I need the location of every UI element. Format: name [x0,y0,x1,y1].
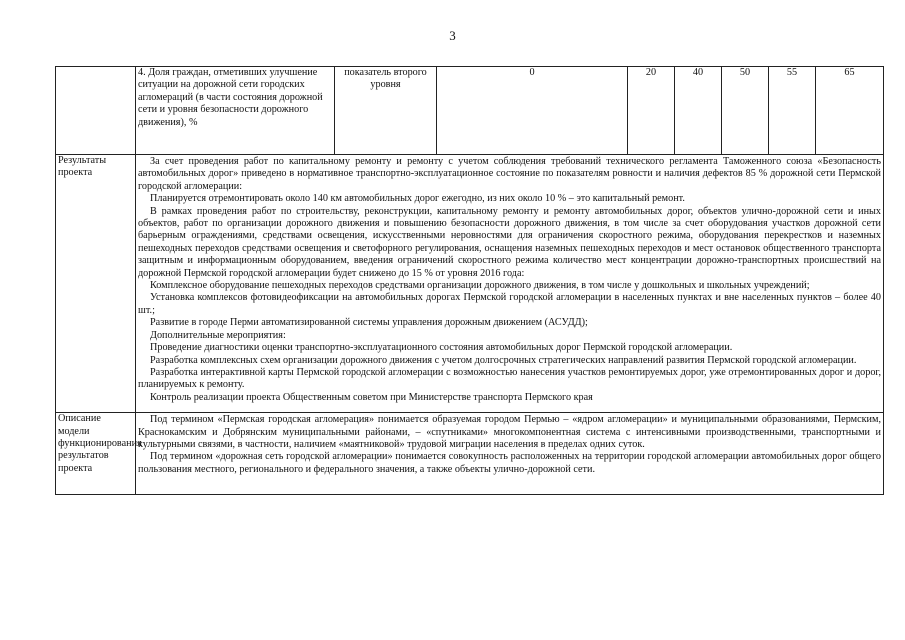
results-label-cell [56,155,136,413]
results-paragraph: Комплексное оборудование пешеходных переходов средствами организации дорожного движения, в том числе у дошкольных и школьных учреждений; [150,280,810,292]
year-value: 20 [645,67,657,78]
page-number: 3 [449,28,456,43]
indicator-row [56,67,884,155]
year-value: 55 [786,67,798,78]
year-value-cell [769,67,816,155]
results-paragraph: Разработка комплексных схем организации дорожного движения с учетом долгосрочных стратегических направлений развития Пермской городской агломерации. [150,354,857,366]
results-row [56,155,884,413]
year-value: 50 [739,67,751,78]
results-paragraph: Дополнительные мероприятия: [150,329,286,341]
year-value-cell [628,67,675,155]
indicator-level: показатель второго уровня [344,67,427,91]
year-value: 65 [844,67,855,78]
results-label: Результаты проекта [58,155,107,179]
results-paragraph: Разработка интерактивной карты Пермской городской агломерации с возможностью нанесения участков ремонтируемых дорог, уже отремонтированных дорог и дорог, планируемых к ремонту. [138,366,881,391]
description-paragraph: Под термином «дорожная сеть городской агломерации» понимается совокупность расположенных на территории городской агломерации автомобильных дорог общего пользования местного, регионального и федерального значения, а также объекты улично-дорожной сети. [138,451,881,475]
results-paragraph: Планируется отремонтировать около 140 км автомобильных дорог ежегодно, из них около 10 % – это капитальный ремонт. [150,193,685,205]
description-row [56,413,884,495]
year-value-cell [675,67,722,155]
year-value: 40 [692,67,704,78]
base-value-cell [437,67,628,155]
results-paragraph: Развитие в городе Перми автоматизированной системы управления дорожным движением (АСУДД); [150,317,588,329]
results-paragraph: В рамках проведения работ по строительству, реконструкции, капитальному ремонту и ремонту автомобильных дорог, объектов улично-дорожной сети и иных объектов, работ по организации дорожного движения и повышению безопасности дорожного движения, в том числе за счет оборудования участков дорожной сети барьерным ограждениями, средствами освещения, искусственными неровностями для ограничения скоростного режима, оборудования перекрестков и наземных пешеходных переходов средствами освещения и светофорного регулирования, оснащения наземных пешеходных переходов и мест остановок общественного транспорта защитным и информационным оборудованием, введения ограничений скоростного режима количество мест концентрации дорожно-транспортных происшествий на дорожной Пермской городской агломерации будет снижено до 15 % от уровня 2016 года: [138,205,881,279]
year-value-cell [722,67,769,155]
results-paragraph: Проведение диагностики оценки транспортно-эксплуатационного состояния автомобильных дорог Пермской городской агломерации. [150,342,733,354]
description-paragraph: Под термином «Пермская городская агломерация» понимается образуемая городом Пермью – «ядром агломерации» и муниципальными образованиями, Пермским, Краснокамским и Добрянским муниципальными районами, – «спутниками» многокомпонентная система с интенсивными производственными, транспортными и культурными связями, в частности, наличием «маятниковой» трудовой миграции населения в пределах одних суток. [138,414,881,450]
results-body [136,155,884,413]
indicator-level-cell [335,67,437,155]
project-table [55,66,884,495]
indicator-name-cell [136,67,335,155]
base-value: 0 [529,67,535,78]
results-paragraph: Контроль реализации проекта Общественным советом при Министерстве транспорта Пермского края [150,391,593,403]
results-paragraph: Установка комплексов фотовидеофиксации на автомобильных дорогах Пермской городской агломерации в населенных пунктах и вне населенных пунктов – более 40 шт.; [138,292,881,316]
results-paragraph: За счет проведения работ по капитальному ремонту и ремонту с учетом соблюдения требований технического регламента Таможенного союза «Безопасность автомобильных дорог» приведено в нормативное транспортно-эксплуатационное состояние по показателям ровности и наличия дефектов 85 % дорожной сети Пермской городской агломерации: [138,156,881,192]
description-body [136,413,884,495]
description-label: Описание модели функционирования результатов проекта [58,413,142,474]
empty-header-cell [56,67,136,155]
description-label-cell [56,413,142,495]
year-value-cell [816,67,884,155]
indicator-name: 4. Доля граждан, отметивших улучшение ситуации на дорожной сети городских агломераций (в части состояния дорожной сети и уровня безопасности дорожного движения), % [138,67,323,128]
